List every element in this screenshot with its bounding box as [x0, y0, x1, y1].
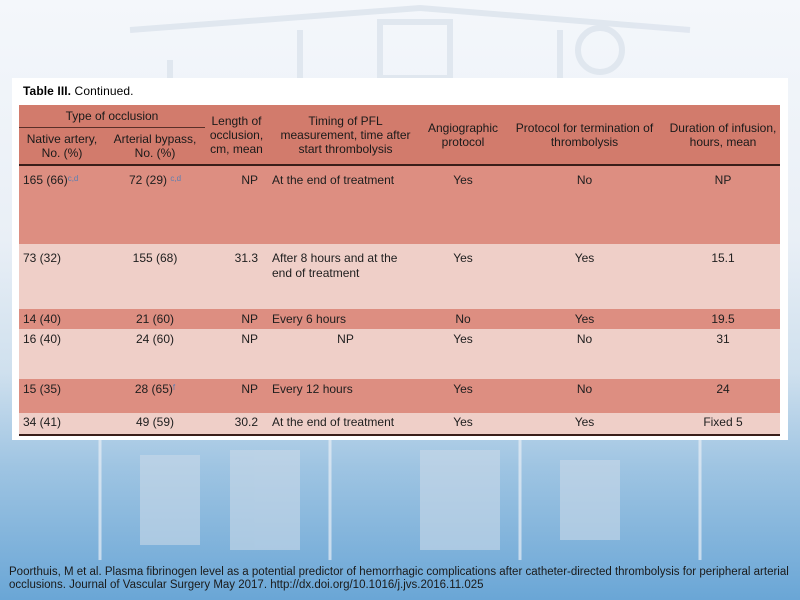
duration-cell: 19.5: [666, 309, 780, 329]
timing-header: Timing of PFL measurement, time after start thrombolysis: [268, 105, 423, 165]
angio-cell: Yes: [423, 413, 503, 435]
native-cell: 14 (40): [19, 309, 105, 329]
native-cell: 73 (32): [19, 244, 105, 309]
length-header: Length of occlusion, cm, mean: [205, 105, 268, 165]
footnote-mark: c,d: [170, 174, 182, 183]
citation-footer: Poorthuis, M et al. Plasma fibrinogen level as a potential predictor of hemorrhagic complications after catheter-directed thrombolysis for peripheral arterial occlusions. Journal of Vascular Surgery May 2017. http://dx.doi.org/10.1016/j.jvs.2016.11.025: [9, 566, 789, 591]
bypass-cell: 49 (59): [105, 413, 205, 435]
angio-cell: Yes: [423, 165, 503, 244]
bypass-cell: 72 (29): [128, 173, 167, 187]
table-title-rest: Continued.: [71, 84, 134, 98]
table-number: Table III.: [23, 84, 72, 98]
native-cell: 16 (40): [19, 329, 105, 379]
angio-cell: Yes: [423, 244, 503, 309]
native-cell: 15 (35): [19, 379, 105, 413]
length-cell: NP: [205, 309, 268, 329]
angio-cell: Yes: [423, 329, 503, 379]
termination-cell: Yes: [503, 413, 666, 435]
table-title: [23, 84, 134, 98]
timing-cell: At the end of treatment: [268, 413, 423, 435]
table-row: [19, 309, 780, 329]
bypass-cell: 28 (65): [134, 382, 173, 396]
table-row: [19, 379, 780, 413]
timing-cell: NP: [268, 329, 423, 379]
length-cell: 31.3: [205, 244, 268, 309]
angio-cell: Yes: [423, 379, 503, 413]
length-cell: 30.2: [205, 413, 268, 435]
duration-cell: 15.1: [666, 244, 780, 309]
termination-cell: No: [503, 329, 666, 379]
timing-cell: After 8 hours and at the end of treatment: [268, 244, 423, 309]
duration-header: Duration of infusion, hours, mean: [666, 105, 780, 165]
duration-cell: 31: [666, 329, 780, 379]
timing-cell: Every 6 hours: [268, 309, 423, 329]
table-row: [19, 329, 780, 379]
duration-cell: NP: [666, 165, 780, 244]
duration-cell: Fixed 5: [666, 413, 780, 435]
occlusion-table: [19, 105, 780, 436]
type-of-occlusion-header: Type of occlusion: [19, 105, 205, 128]
table-row: [19, 244, 780, 309]
bypass-cell: 155 (68): [105, 244, 205, 309]
length-cell: NP: [205, 165, 268, 244]
native-artery-header: Native artery, No. (%): [19, 128, 105, 166]
footnote-mark: c,d: [67, 174, 79, 183]
arterial-bypass-header: Arterial bypass, No. (%): [105, 128, 205, 166]
footnote-mark: f: [172, 383, 176, 392]
length-cell: NP: [205, 379, 268, 413]
native-cell: 34 (41): [19, 413, 105, 435]
angio-cell: No: [423, 309, 503, 329]
timing-cell: At the end of treatment: [268, 165, 423, 244]
angiographic-header: Angiographic protocol: [423, 105, 503, 165]
termination-cell: No: [503, 379, 666, 413]
bypass-cell: 24 (60): [105, 329, 205, 379]
table-row: [19, 413, 780, 435]
native-cell: 165 (66): [23, 173, 68, 187]
length-cell: NP: [205, 329, 268, 379]
termination-cell: No: [503, 165, 666, 244]
termination-cell: Yes: [503, 309, 666, 329]
termination-cell: Yes: [503, 244, 666, 309]
table-row: [19, 165, 780, 244]
duration-cell: 24: [666, 379, 780, 413]
timing-cell: Every 12 hours: [268, 379, 423, 413]
termination-header: Protocol for termination of thrombolysis: [503, 105, 666, 165]
bypass-cell: 21 (60): [105, 309, 205, 329]
